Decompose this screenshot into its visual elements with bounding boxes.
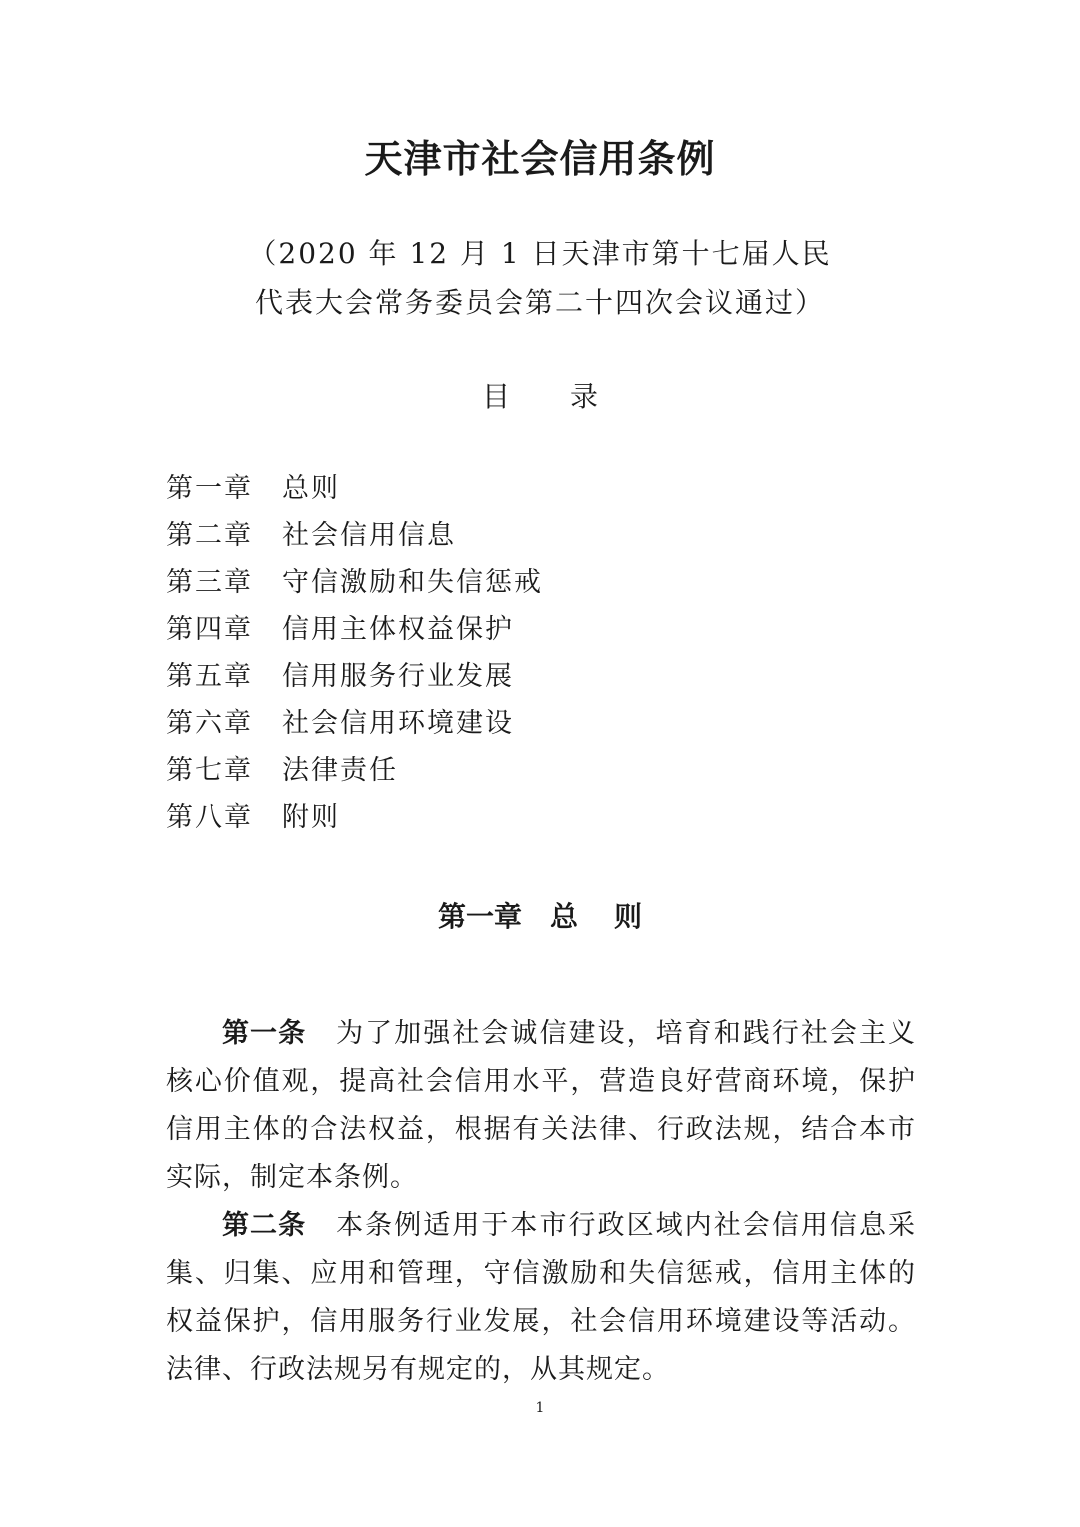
toc-chapter-name: 总则 <box>282 473 340 504</box>
adoption-note-line-1: （2020 年 12 月 1 日天津市第十七届人民 <box>248 237 832 270</box>
toc-chapter-name: 守信激励和失信惩戒 <box>282 567 543 598</box>
table-of-contents <box>166 470 543 846</box>
toc-chapter-name: 社会信用环境建设 <box>282 708 514 739</box>
toc-item <box>166 752 543 799</box>
toc-chapter-number: 第七章 <box>166 755 253 786</box>
toc-chapter-name: 法律责任 <box>282 755 398 786</box>
chapter-heading-number: 第一章 <box>437 900 522 933</box>
toc-chapter-number: 第五章 <box>166 661 253 692</box>
article-2 <box>166 1202 916 1394</box>
toc-item <box>166 564 543 611</box>
toc-item <box>166 470 543 517</box>
toc-chapter-number: 第二章 <box>166 520 253 551</box>
toc-chapter-number: 第六章 <box>166 708 253 739</box>
toc-chapter-number: 第四章 <box>166 614 253 645</box>
chapter-heading-word-2: 则 <box>614 900 643 933</box>
toc-heading <box>0 375 1080 415</box>
toc-item <box>166 705 543 752</box>
toc-item <box>166 611 543 658</box>
document-title: 天津市社会信用条例 <box>364 137 716 181</box>
article-text: 本条例适用于本市行政区域内社会信用信息采集、归集、应用和管理，守信激励和失信惩戒，信用主体的权益保护，信用服务行业发展，社会信用环境建设等活动。法律、行政法规另有规定的，从其规定。 <box>166 1210 917 1385</box>
toc-chapter-name: 信用服务行业发展 <box>282 661 514 692</box>
article-1 <box>166 1010 916 1202</box>
toc-heading-left: 目 <box>481 380 510 413</box>
page-number: 1 <box>535 1400 545 1416</box>
article-label: 第一条 <box>222 1018 307 1049</box>
toc-chapter-number: 第三章 <box>166 567 253 598</box>
toc-chapter-name: 信用主体权益保护 <box>282 614 514 645</box>
chapter-1-heading <box>0 895 1080 935</box>
toc-chapter-name: 社会信用信息 <box>282 520 456 551</box>
toc-item <box>166 658 543 705</box>
toc-item <box>166 517 543 564</box>
article-label: 第二条 <box>222 1210 307 1241</box>
toc-heading-right: 录 <box>570 380 599 413</box>
toc-item <box>166 799 543 846</box>
chapter-heading-word-1: 总 <box>549 900 578 933</box>
article-text: 为了加强社会诚信建设，培育和践行社会主义核心价值观，提高社会信用水平，营造良好营商环境，保护信用主体的合法权益，根据有关法律、行政法规，结合本市实际，制定本条例。 <box>166 1018 917 1193</box>
toc-chapter-number: 第一章 <box>166 473 253 504</box>
toc-chapter-name: 附则 <box>282 802 340 833</box>
toc-chapter-number: 第八章 <box>166 802 253 833</box>
adoption-note-line-2: 代表大会常务委员会第二十四次会议通过） <box>254 286 825 319</box>
